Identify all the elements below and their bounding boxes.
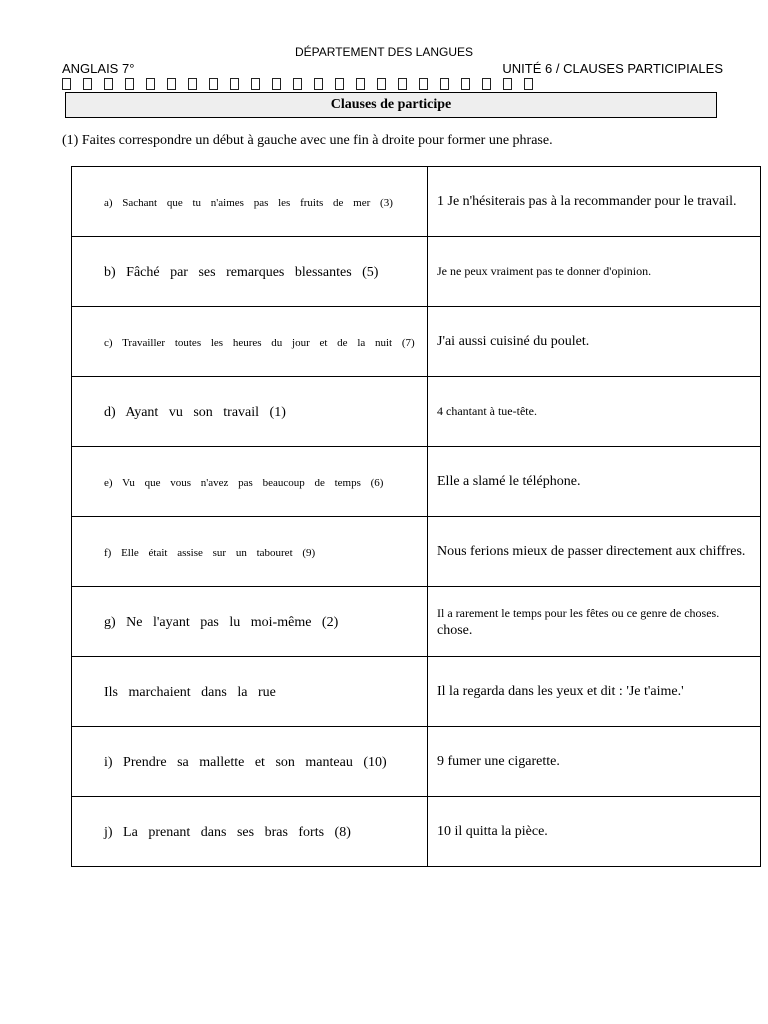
sentence-start: c) Travailler toutes les heures du jour et de la nuit (7) (104, 336, 415, 349)
department-header: DÉPARTEMENT DES LANGUES (294, 45, 474, 59)
sentence-start: a) Sachant que tu n'aimes pas les fruits de mer (3) (104, 196, 393, 209)
box-glyph-icon (356, 78, 365, 90)
course-label: ANGLAIS 7° (62, 61, 135, 76)
sentence-end: Elle a slamé le téléphone. (437, 474, 581, 489)
box-glyph-icon (146, 78, 155, 90)
right-cell (428, 377, 761, 447)
box-glyph-icon (314, 78, 323, 90)
sentence-start: g) Ne l'ayant pas lu moi-même (2) (104, 614, 339, 630)
box-glyph-icon (503, 78, 512, 90)
left-cell (72, 237, 428, 307)
box-glyph-icon (398, 78, 407, 90)
box-glyph-icon (83, 78, 92, 90)
right-cell (428, 237, 761, 307)
box-glyph-icon (377, 78, 386, 90)
box-glyph-icon (461, 78, 470, 90)
left-cell (72, 797, 428, 867)
sentence-start: b) Fâché par ses remarques blessantes (5) (104, 264, 379, 280)
table-row (72, 307, 761, 377)
table-row (72, 587, 761, 657)
right-cell (428, 797, 761, 867)
sentence-start: d) Ayant vu son travail (1) (104, 404, 286, 420)
left-cell (72, 517, 428, 587)
right-cell (428, 657, 761, 727)
box-glyph-icon (335, 78, 344, 90)
exercise-instruction: (1) Faites correspondre un début à gauche avec une fin à droite pour former une phrase. (62, 133, 553, 148)
table-row (72, 517, 761, 587)
box-glyph-icon (209, 78, 218, 90)
sentence-start: i) Prendre sa mallette et son manteau (10) (104, 754, 387, 770)
right-cell (428, 307, 761, 377)
left-cell (72, 377, 428, 447)
table-row (72, 657, 761, 727)
box-glyph-icon (188, 78, 197, 90)
checkbox-glyph-row (62, 78, 533, 90)
sentence-end: 1 Je n'hésiterais pas à la recommander pour le travail. (437, 194, 737, 209)
left-cell (72, 447, 428, 517)
box-glyph-icon (482, 78, 491, 90)
worksheet-title: Clauses de participe (65, 92, 717, 118)
table-row (72, 237, 761, 307)
table-row (72, 377, 761, 447)
sentence-end: Je ne peux vraiment pas te donner d'opinion. (437, 264, 652, 278)
right-cell (428, 447, 761, 517)
right-cell (428, 517, 761, 587)
sentence-end: Il la regarda dans les yeux et dit : 'Je t'aime.' (437, 684, 684, 699)
sentence-end: Il a rarement le temps pour les fêtes ou ce genre de choses. (437, 605, 720, 620)
sentence-start: Ils marchaient dans la rue (104, 684, 276, 700)
sentence-end-extra: chose. (437, 622, 473, 638)
left-cell (72, 657, 428, 727)
sentence-end: 9 fumer une cigarette. (437, 754, 560, 769)
box-glyph-icon (62, 78, 71, 90)
unit-label: UNITÉ 6 / CLAUSES PARTICIPIALES (502, 61, 723, 76)
left-cell (72, 167, 428, 237)
left-cell (72, 307, 428, 377)
sentence-end: 10 il quitta la pièce. (437, 824, 548, 839)
box-glyph-icon (419, 78, 428, 90)
sentence-start: f) Elle était assise sur un tabouret (9) (104, 546, 316, 559)
box-glyph-icon (230, 78, 239, 90)
left-cell (72, 727, 428, 797)
box-glyph-icon (293, 78, 302, 90)
box-glyph-icon (272, 78, 281, 90)
sentence-start: j) La prenant dans ses bras forts (8) (104, 824, 351, 840)
box-glyph-icon (167, 78, 176, 90)
box-glyph-icon (251, 78, 260, 90)
sentence-end: J'ai aussi cuisiné du poulet. (437, 334, 590, 349)
table-row (72, 167, 761, 237)
sentence-end: 4 chantant à tue-tête. (437, 404, 537, 418)
left-cell (72, 587, 428, 657)
table-row (72, 727, 761, 797)
right-cell (428, 587, 761, 657)
right-cell (428, 167, 761, 237)
sentence-end: Nous ferions mieux de passer directement aux chiffres. (437, 544, 746, 559)
matching-table (71, 166, 761, 867)
box-glyph-icon (440, 78, 449, 90)
table-row (72, 797, 761, 867)
box-glyph-icon (125, 78, 134, 90)
box-glyph-icon (104, 78, 113, 90)
sentence-start: e) Vu que vous n'avez pas beaucoup de temps (6) (104, 476, 384, 489)
right-cell (428, 727, 761, 797)
table-row (72, 447, 761, 517)
box-glyph-icon (524, 78, 533, 90)
